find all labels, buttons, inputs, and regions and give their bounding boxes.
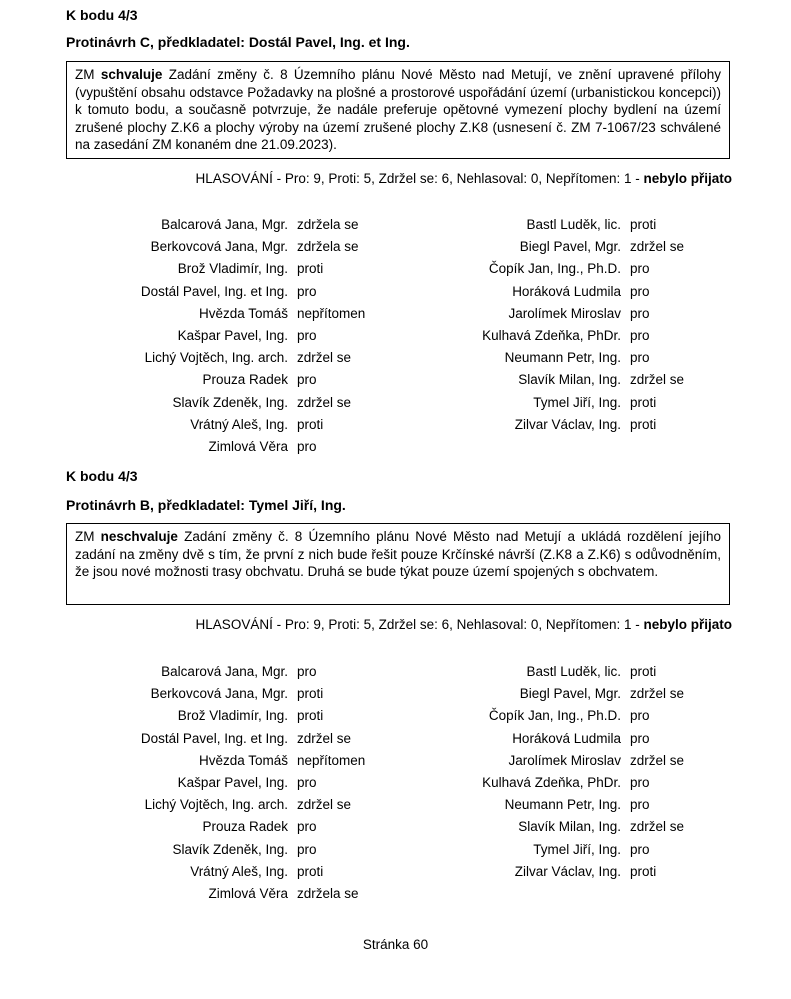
voter-name: Prouza Radek [202,372,288,388]
vote-result: nebylo přijato [643,617,732,632]
section-2-heading: K bodu 4/3 [66,468,138,484]
voter-name: Biegl Pavel, Mgr. [519,686,621,702]
voter-name: Brož Vladimír, Ing. [177,708,288,724]
vote-value: pro [630,305,650,321]
voter-name: Čopík Jan, Ing., Ph.D. [488,261,621,277]
voter-name: Vrátný Aleš, Ing. [190,416,288,432]
section-2-proposal: Protinávrh B, předkladatel: Tymel Jiří, Ing. [66,497,346,513]
voter-name: Slavík Zdeněk, Ing. [172,394,288,410]
vote-value: zdržel se [630,686,685,702]
section-1-heading: K bodu 4/3 [66,7,138,23]
voter-name: Berkovcová Jana, Mgr. [150,239,288,255]
vote-value: pro [630,797,650,813]
voter-name: Tymel Jiří, Ing. [533,841,621,857]
vote-value: pro [630,708,650,724]
vote-value: proti [630,217,657,232]
voter-name: Hvězda Tomáš [198,305,288,321]
vote-value: proti [297,863,324,879]
vote-value: zdržel se [297,797,352,813]
voter-name: Slavík Milan, Ing. [518,372,621,388]
vote-value: zdržela se [297,217,359,232]
vote-value: nepřítomen [297,752,366,768]
voter-name: Brož Vladimír, Ing. [177,261,288,277]
voter-name: Balcarová Jana, Mgr. [161,664,288,679]
vote-value: zdržel se [630,239,685,255]
vote-value: proti [630,664,657,679]
voter-name: Kulhavá Zdeňka, PhDr. [482,328,621,343]
resolution-text: Zadání změny č. 8 Územního plánu Nové Město nad Metují a ukládá rozdělení jejího zadání na změny dvě s tím, že první z nich bude řešit pouze Krčínské návrší (Z.K8 a Z.K6) s odůvodněním, že jsou nové možnosti trasy obchvatu. Druhá se bude týkat pouze území spojených s obchvatem. [75,529,721,579]
vote-value: zdržela se [297,886,359,901]
voter-name: Bastl Luděk, lic. [526,217,621,232]
vote-value: pro [630,775,650,790]
voter-name: Zilvar Václav, Ing. [514,416,621,432]
resolution-prefix: ZM [75,67,101,82]
vote-value: pro [297,841,317,857]
resolution-prefix: ZM [75,529,101,544]
vote-value: pro [297,283,317,299]
vote-value: pro [297,328,317,343]
voter-name: Horáková Ludmila [512,730,621,746]
vote-value: pro [630,283,650,299]
voter-name: Dostál Pavel, Ing. et Ing. [140,730,288,746]
vote-value: pro [630,328,650,343]
resolution-verb: schvaluje [100,67,163,82]
vote-value: zdržela se [297,239,359,255]
voter-name: Kulhavá Zdeňka, PhDr. [482,775,621,790]
voter-name: Prouza Radek [202,819,288,835]
voter-name: Balcarová Jana, Mgr. [161,217,288,232]
voter-name: Zilvar Václav, Ing. [514,863,621,879]
vote-value: proti [297,261,324,277]
section-1-proposal: Protinávrh C, předkladatel: Dostál Pavel, Ing. et Ing. [66,34,410,50]
vote-value: proti [297,416,324,432]
vote-value: pro [630,841,650,857]
resolution-verb: neschvaluje [100,529,178,544]
voter-name: Jarolímek Miroslav [508,305,621,321]
section-1-resolution-box [66,61,730,159]
voter-name: Lichý Vojtěch, Ing. arch. [144,797,288,813]
vote-value: zdržel se [297,394,352,410]
vote-summary-text: HLASOVÁNÍ - Pro: 9, Proti: 5, Zdržel se: 6, Nehlasoval: 0, Nepřítomen: 1 - [195,171,644,186]
section-1-vote-summary [196,171,732,186]
voter-name: Horáková Ludmila [512,283,621,299]
page-number: Stránka 60 [362,937,429,952]
voter-name: Slavík Milan, Ing. [518,819,621,835]
vote-value: zdržel se [630,752,685,768]
vote-value: proti [630,394,657,410]
voter-name: Neumann Petr, Ing. [504,350,621,366]
voter-name: Tymel Jiří, Ing. [533,394,621,410]
vote-value: pro [630,730,650,746]
vote-value: pro [297,664,317,679]
section-2-resolution-box [66,523,730,605]
vote-value: pro [297,439,317,454]
voter-name: Berkovcová Jana, Mgr. [150,686,288,702]
vote-value: zdržel se [297,350,352,366]
voter-name: Lichý Vojtěch, Ing. arch. [144,350,288,366]
vote-value: proti [297,708,324,724]
voter-name: Kašpar Pavel, Ing. [177,328,288,343]
vote-value: zdržel se [630,819,685,835]
voter-name: Vrátný Aleš, Ing. [190,863,288,879]
vote-value: nepřítomen [297,305,366,321]
voter-name: Bastl Luděk, lic. [526,664,621,679]
vote-value: proti [297,686,324,702]
voter-name: Neumann Petr, Ing. [504,797,621,813]
voter-name: Jarolímek Miroslav [508,752,621,768]
vote-value: proti [630,863,657,879]
vote-value: proti [630,416,657,432]
vote-value: zdržel se [297,730,352,746]
vote-value: pro [297,372,317,388]
voter-name: Slavík Zdeněk, Ing. [172,841,288,857]
vote-value: pro [297,819,317,835]
voter-name: Zimlová Věra [208,439,288,454]
vote-value: pro [297,775,317,790]
vote-value: pro [630,261,650,277]
vote-value: pro [630,350,650,366]
vote-result: nebylo přijato [643,171,732,186]
voter-name: Kašpar Pavel, Ing. [177,775,288,790]
voter-name: Hvězda Tomáš [198,752,288,768]
voter-name: Zimlová Věra [208,886,288,901]
voter-name: Biegl Pavel, Mgr. [519,239,621,255]
vote-summary-text: HLASOVÁNÍ - Pro: 9, Proti: 5, Zdržel se: 6, Nehlasoval: 0, Nepřítomen: 1 - [195,617,644,632]
vote-value: zdržel se [630,372,685,388]
section-2-vote-summary [196,617,732,632]
voter-name: Dostál Pavel, Ing. et Ing. [140,283,288,299]
voter-name: Čopík Jan, Ing., Ph.D. [488,708,621,724]
resolution-text: Zadání změny č. 8 Územního plánu Nové Město nad Metují, ve znění upravené přílohy (vypuštění obsahu odstavce Požadavky na plošné a prostorové uspořádání území (urbanistickou koncepci)) k tomuto bodu, a současně potvrzuje, že nadále preferuje opětovné vymezení plochy bydlení na území zrušené plochy Z.K6 a plochy výroby na území zrušené plochy Z.K8 (usnesení č. ZM 7-1067/23 schválené na zasedání ZM konaném dne 21.09.2023). [75,67,721,152]
